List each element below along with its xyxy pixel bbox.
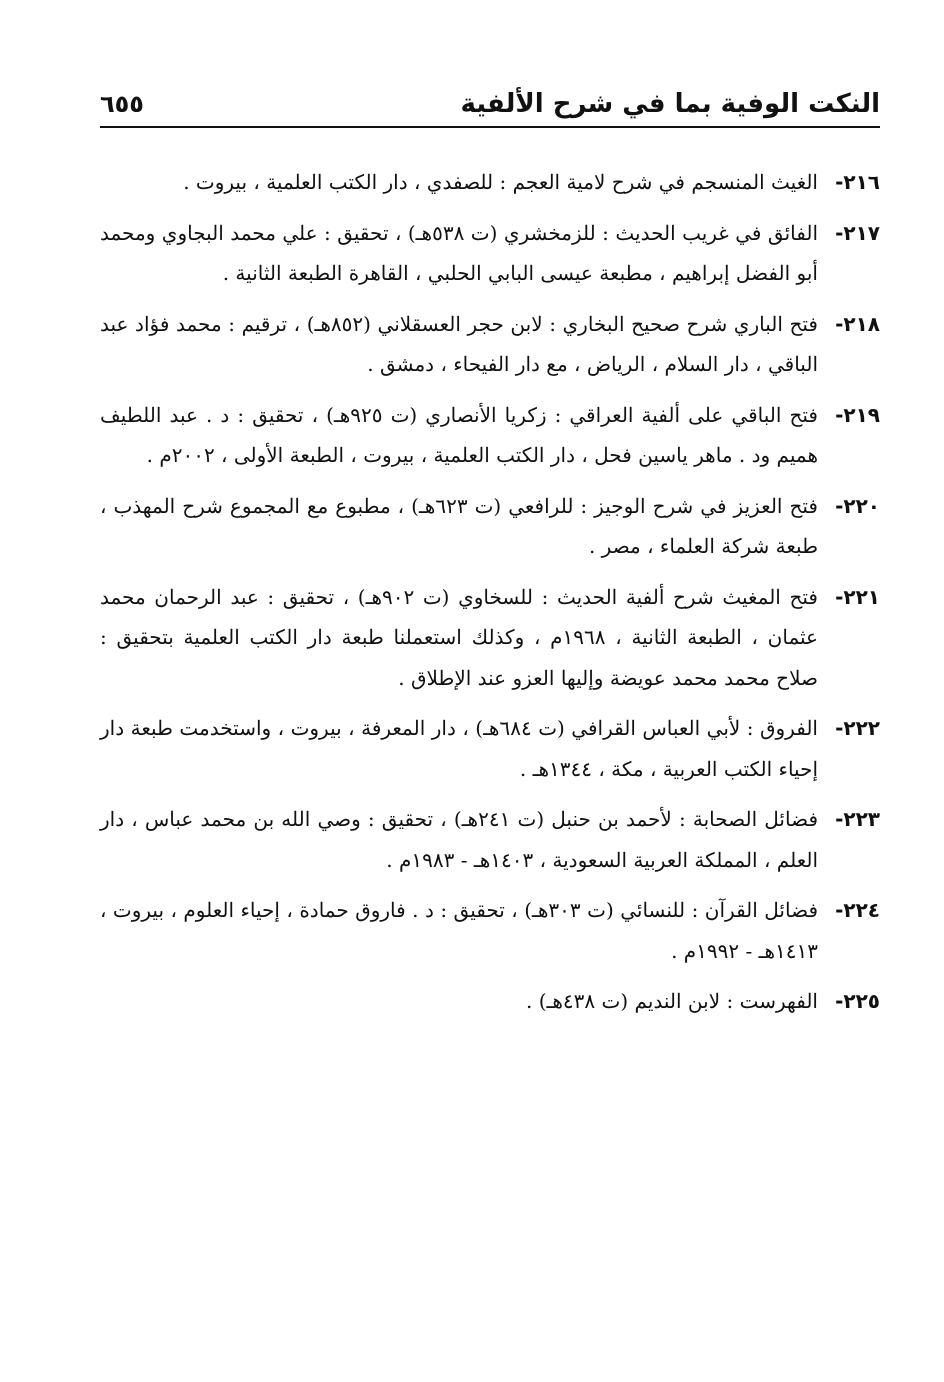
entry-text: فتح المغيث شرح ألفية الحديث : للسخاوي (ت ٩٠٢هـ) ، تحقيق : عبد الرحمان محمد عثمان ، الطبعة الثانية ، ١٩٦٨م ، وكذلك استعملنا طبعة دار الكتب العلمية بتحقيق : صلاح محمد محمد عويضة وإليها العزو عند الإطلاق . [100, 584, 818, 690]
bibliography-entry [100, 890, 880, 971]
entry-number: ٢٢٢- [835, 716, 880, 740]
entry-number: ٢٢١- [835, 584, 880, 609]
entry-number: ٢١٧- [835, 220, 880, 245]
bibliography-entry [100, 981, 880, 1022]
bibliography-entry [100, 708, 880, 789]
entry-number: ٢٢٥- [835, 989, 880, 1013]
entry-text: الفهرست : لابن النديم (ت ٤٣٨هـ) . [525, 989, 818, 1013]
entry-text: الفائق في غريب الحديث : للزمخشري (ت ٥٣٨هـ) ، تحقيق : علي محمد البجاوي ومحمد أبو الفضل إبراهيم ، مطبعة عيسى البابي الحلبي ، القاهرة الطبعة الثانية . [100, 220, 818, 285]
bibliography-entry [100, 304, 880, 385]
entry-number: ٢١٨- [835, 311, 880, 336]
bibliography-entry [100, 162, 880, 203]
entry-text: فتح الباقي على ألفية العراقي : زكريا الأنصاري (ت ٩٢٥هـ) ، تحقيق : د . عبد اللطيف هميم ود . ماهر ياسين فحل ، دار الكتب العلمية ، بيروت ، الطبعة الأولى ، ٢٠٠٢م . [100, 402, 818, 467]
entry-number: ٢٢٣- [835, 807, 880, 831]
bibliography-entry [100, 577, 880, 699]
bibliography-list [100, 162, 880, 1032]
entry-text: فضائل الصحابة : لأحمد بن حنبل (ت ٢٤١هـ) ، تحقيق : وصي الله بن محمد عباس ، دار العلم ، المملكة العربية السعودية ، ١٤٠٣هـ - ١٩٨٣م . [100, 807, 818, 872]
bibliography-entry [100, 213, 880, 294]
entry-text: فتح الباري شرح صحيح البخاري : لابن حجر العسقلاني (٨٥٢هـ) ، ترقيم : محمد فؤاد عبد الباقي ، دار السلام ، الرياض ، مع دار الفيحاء ، دمشق . [100, 311, 818, 376]
bibliography-entry [100, 799, 880, 880]
header-rule [100, 126, 880, 128]
entry-text: الفروق : لأبي العباس القرافي (ت ٦٨٤هـ) ، دار المعرفة ، بيروت ، واستخدمت طبعة دار إحياء الكتب العربية ، مكة ، ١٣٤٤هـ . [100, 716, 818, 781]
entry-text: الغيث المنسجم في شرح لامية العجم : للصفدي ، دار الكتب العلمية ، بيروت . [183, 170, 818, 194]
entry-number: ٢٢٤- [835, 898, 880, 922]
bibliography-entry [100, 486, 880, 567]
running-title: النكت الوفية بما في شرح الألفية [460, 89, 880, 119]
page-header [100, 70, 880, 122]
page-number: ٦٥٥ [100, 90, 144, 118]
entry-text: فتح العزيز في شرح الوجيز : للرافعي (ت ٦٢٣هـ) ، مطبوع مع المجموع شرح المهذب ، طبعة شركة العلماء ، مصر . [100, 493, 818, 558]
bibliography-entry [100, 395, 880, 476]
entry-number: ٢١٩- [835, 402, 880, 427]
entry-text: فضائل القرآن : للنسائي (ت ٣٠٣هـ) ، تحقيق : د . فاروق حمادة ، إحياء العلوم ، بيروت ، ١٤١٣هـ - ١٩٩٢م . [100, 898, 818, 963]
entry-number: ٢٢٠- [835, 493, 880, 518]
entry-number: ٢١٦- [835, 170, 880, 194]
